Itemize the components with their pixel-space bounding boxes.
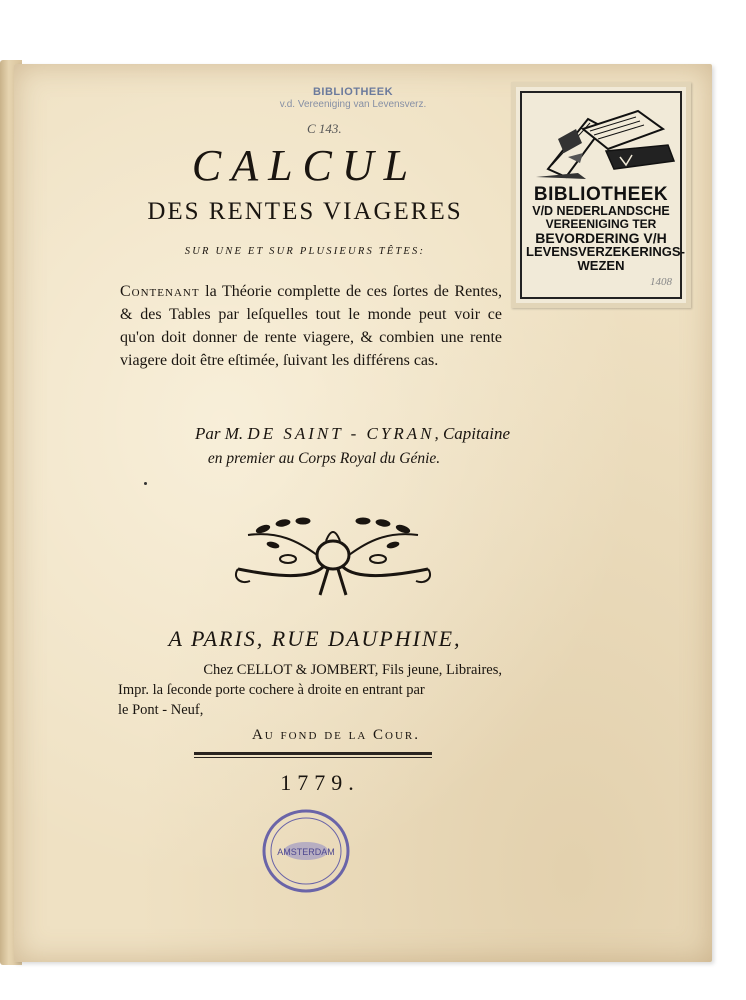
double-rule-thick (194, 752, 432, 755)
bookplate-pencil-number: 1408 (650, 276, 672, 288)
contents-description (120, 280, 502, 372)
bookplate-line1: BIBLIOTHEEK (533, 184, 669, 205)
ink-speck (144, 482, 147, 485)
bookplate-line5: LEVENSVERZEKERINGS- (526, 244, 685, 260)
contenant-lead: Contenant (120, 283, 200, 300)
book-title: CALCUL (191, 141, 419, 190)
double-rule-thin (194, 757, 432, 758)
author-par: Par M. (195, 424, 244, 443)
imprint-city: A PARIS, RUE DAUPHINE, (168, 626, 462, 651)
floral-ornament-icon (228, 511, 438, 599)
library-stamp-line1: BIBLIOTHEEK (312, 86, 394, 98)
bookplate-line6: WEZEN (577, 257, 625, 273)
author-statement (120, 421, 510, 471)
round-stamp-text: AMSTERDAM (277, 847, 335, 857)
au-fond-de-la-cour: Au fond de la Cour. (251, 727, 420, 743)
library-stamp-line2: v.d. Vereeniging van Levensverz. (279, 98, 427, 110)
author-title: , Capitaine (434, 424, 510, 443)
bookplate-line2: V/D NEDERLANDSCHE (532, 203, 670, 218)
bookplate-line3: VEREENIGING TER (545, 217, 657, 232)
contenant-body: la Théorie complette de ces ſortes de Rentes, & des Tables par leſquelles tout le monde peut voir ce qu'on doit donner de rente viagere, & combien une rente viagere doit être eſtimée, ſuivant les différens cas. (120, 283, 502, 369)
bookplate-frame (520, 91, 685, 299)
publisher-line3: le Pont - Neuf, (118, 702, 204, 718)
author-line2: en premier au Corps Royal du Génie. (207, 450, 441, 467)
author-name: DE SAINT - CYRAN (247, 424, 435, 443)
publisher-line1: Chez CELLOT & JOMBERT, Fils jeune, Libraires, (203, 662, 502, 678)
round-library-stamp-icon (259, 806, 353, 896)
publisher-block (118, 660, 502, 720)
bookplate-label (511, 82, 691, 308)
publisher-line2: Impr. la ſeconde porte cochere à droite en entrant par (118, 682, 425, 698)
book-subtitle: DES RENTES VIAGERES (147, 198, 463, 225)
bookplate-text (526, 184, 685, 273)
shelfmark-handwritten: C 143. (307, 121, 342, 136)
books-illustration-icon (528, 99, 678, 181)
bookplate-line4: BEVORDERING V/H (535, 229, 667, 246)
publication-year: 1779. (280, 770, 360, 795)
library-ink-stamp (268, 86, 438, 110)
book-subtitle-2: SUR UNE ET SUR PLUSIEURS TÊTES: (184, 246, 426, 257)
